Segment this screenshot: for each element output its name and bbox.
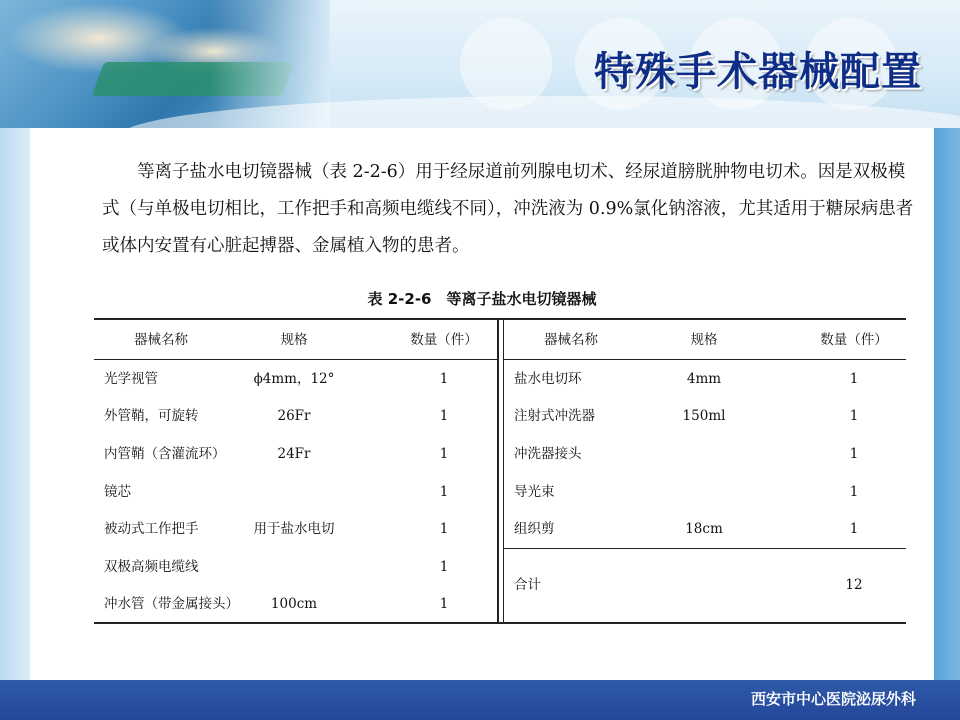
cell-qty: 1: [439, 371, 449, 387]
slide-footer: [0, 680, 960, 720]
table-header-row: [504, 320, 906, 360]
table-row: [504, 360, 906, 398]
cell-name: 冲水管（带金属接头）: [104, 596, 239, 612]
cell-qty: 1: [849, 446, 859, 462]
cell-spec: 100cm: [270, 596, 318, 612]
cell-name: 被动式工作把手: [104, 521, 199, 537]
table-row: [94, 585, 497, 623]
table-right-half: [503, 320, 906, 622]
cell-name: 导光束: [514, 484, 555, 500]
cell-spec: 24Fr: [277, 446, 311, 462]
cell-spec: 18cm: [685, 521, 723, 537]
slide-title: 特殊手术器械配置: [594, 49, 922, 95]
right-decorative-strip: [934, 128, 960, 680]
cell-qty: 1: [439, 484, 449, 500]
header-qty: 数量（件）: [410, 332, 478, 348]
total-qty: 12: [845, 577, 863, 593]
cell-name: 内管鞘（含灌流环）: [104, 446, 226, 462]
total-row: [504, 566, 906, 604]
table-title: 表 2-2-6 等离子盐水电切镜器械: [367, 290, 597, 308]
cell-qty: 1: [849, 371, 859, 387]
cell-name: 镜芯: [104, 484, 131, 500]
table-row: [504, 435, 906, 473]
table-row: [94, 473, 497, 511]
footer-department: 西安市中心医院泌尿外科: [750, 690, 916, 708]
table-left-half: [94, 320, 499, 622]
cell-spec: 用于盐水电切: [253, 521, 335, 537]
header-name: 器械名称: [134, 332, 188, 348]
table-row: [504, 473, 906, 511]
header-spec: 规格: [690, 332, 718, 348]
instrument-tray-image: [92, 62, 294, 96]
header-spec: 规格: [280, 332, 308, 348]
cell-qty: 1: [439, 521, 449, 537]
cell-spec: ϕ4mm，12°: [253, 371, 335, 387]
table-row: [94, 510, 497, 548]
left-decorative-strip: [0, 128, 30, 680]
cell-name: 光学视管: [104, 371, 158, 387]
slide-header: [0, 0, 960, 128]
table-row: [504, 397, 906, 435]
header-name: 器械名称: [544, 332, 598, 348]
cell-qty: 1: [849, 408, 859, 424]
cell-qty: 1: [439, 559, 449, 575]
cell-name: 组织剪: [514, 521, 555, 537]
cell-name: 盐水电切环: [514, 371, 582, 387]
cell-qty: 1: [439, 596, 449, 612]
cell-qty: 1: [849, 521, 859, 537]
cell-spec: 26Fr: [277, 408, 311, 424]
table-row: [94, 548, 497, 586]
cell-name: 外管鞘，可旋转: [104, 408, 199, 424]
table-row: [504, 510, 906, 548]
cell-qty: 1: [439, 446, 449, 462]
table-row: [94, 360, 497, 398]
cell-name: 注射式冲洗器: [514, 408, 595, 424]
total-divider: [504, 548, 906, 549]
table-row: [94, 435, 497, 473]
total-label: 合计: [514, 577, 541, 593]
header-qty: 数量（件）: [820, 332, 888, 348]
instrument-table: [94, 318, 906, 624]
cell-spec: 4mm: [686, 371, 722, 387]
cell-name: 双极高频电缆线: [104, 559, 199, 575]
content-panel: [30, 128, 934, 680]
cell-qty: 1: [439, 408, 449, 424]
cell-qty: 1: [849, 484, 859, 500]
cell-spec: 150ml: [682, 408, 726, 424]
cell-name: 冲洗器接头: [514, 446, 582, 462]
intro-paragraph: 等离子盐水电切镜器械（表 2-2-6）用于经尿道前列腺电切术、经尿道膀胱肿物电切术。因是双极模式（与单极电切相比，工作把手和高频电缆线不同），冲洗液为 0.9%氯化钠溶液，尤其适用于糖尿病患者或体内安置有心脏起搏器、金属植入物的患者。: [102, 162, 914, 256]
table-header-row: [94, 320, 497, 360]
table-row: [94, 397, 497, 435]
